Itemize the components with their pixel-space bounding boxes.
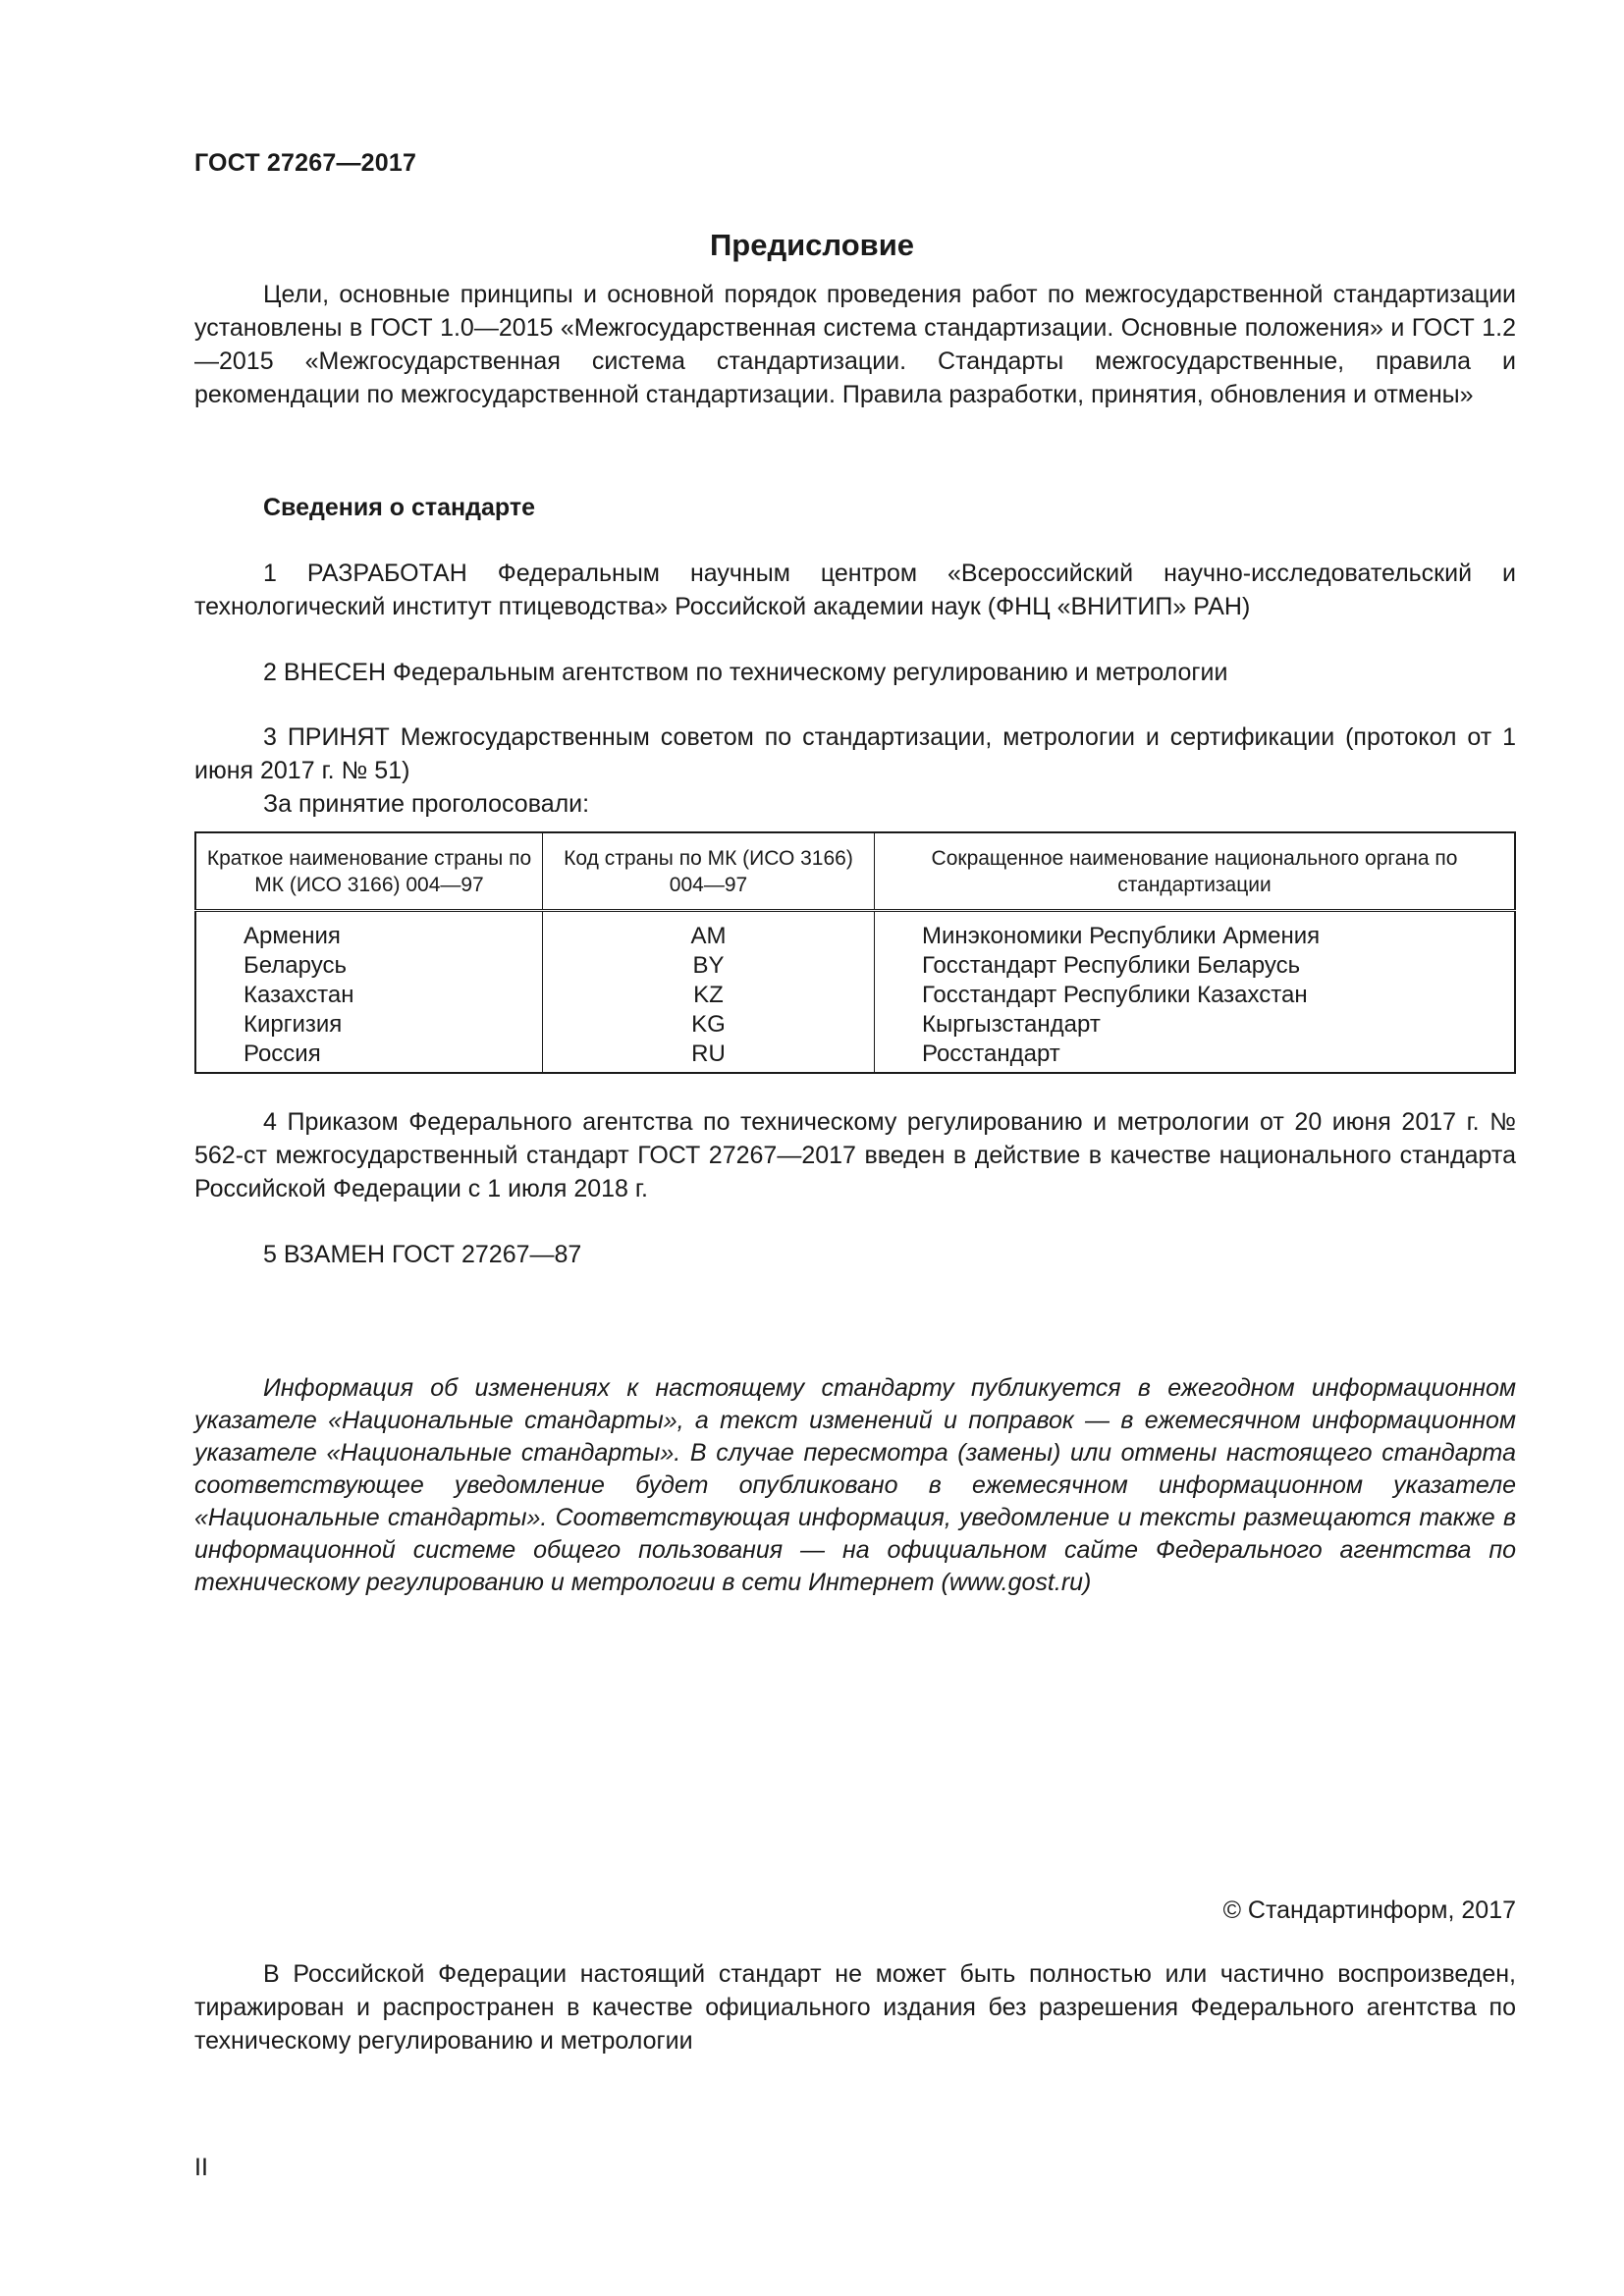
changes-info: Информация об изменениях к настоящему стандарту публикуется в ежегодном информационном указателе «Национальные стандарты», а текст изменений и поправок — в ежемесячном информационном указателе «Национальные стандарты». В случае пересмотра (замены) или отмены настоящего стандарта соответствующее уведомление будет опубликовано в ежемесячном информационном указателе «Национальные стандарты». Соответствующая информация, уведомление и тексты размещаются также в информационной системе общего пользования — на официальном сайте Федерального агентства по техническому регулированию и метрологии в сети Интернет (www.gost.ru) — [194, 1374, 1516, 1596]
country-code: KG — [691, 1011, 726, 1038]
intro-paragraph: Цели, основные принципы и основной порядок проведения работ по межгосударственной стандартизации установлены в ГОСТ 1.0—2015 «Межгосударственная система стандартизации. Основные положения» и ГОСТ 1.2—2015 «Межгосударственная система стандартизации. Стандарты межгосударственные, правила и рекомендации по межгосударственной стандартизации. Правила разработки, принятия, обновления и отмены» — [194, 281, 1516, 408]
column-header-agency: Сокращенное наименование национального органа по стандартизации — [875, 832, 1516, 911]
country-code: AM — [690, 923, 727, 949]
item-adopted: 3 ПРИНЯТ Межгосударственным советом по стандартизации, метрологии и сертификации (протокол от 1 июня 2017 г. № 51) — [194, 723, 1516, 784]
agency-name: Кыргызстандарт — [922, 1011, 1101, 1038]
column-header-code: Код страны по МК (ИСО 3166) 004—97 — [543, 832, 875, 911]
agency-name: Госстандарт Республики Казахстан — [922, 982, 1308, 1008]
column-header-country: Краткое наименование страны по МК (ИСО 3166) 004—97 — [195, 832, 543, 911]
document-header: ГОСТ 27267—2017 — [194, 149, 417, 177]
country-code: RU — [691, 1041, 726, 1067]
table-row — [195, 911, 1515, 1074]
item-developed: 1 РАЗРАБОТАН Федеральным научным центром «Всероссийский научно-исследовательский и технологический институт птицеводства» Российской академии наук (ФНЦ «ВНИТИП» РАН) — [194, 560, 1516, 620]
rights-notice: В Российской Федерации настоящий стандарт не может быть полностью или частично воспроизведен, тиражирован и распространен в качестве официального издания без разрешения Федерального агентства по техническому регулированию и метрологии — [194, 1960, 1516, 2055]
voted-label: За принятие проголосовали: — [263, 790, 590, 818]
item-enacted: 4 Приказом Федерального агентства по техническому регулированию и метрологии от 20 июня 2017 г. № 562-ст межгосударственный стандарт ГОСТ 27267—2017 введен в действие в качестве национального стандарта Российской Федерации с 1 июля 2018 г. — [194, 1108, 1516, 1202]
agency-name: Росстандарт — [922, 1041, 1060, 1067]
country-name: Киргизия — [244, 1011, 343, 1038]
agency-names-cell — [875, 911, 1516, 1074]
country-name: Армения — [244, 923, 341, 949]
item-submitted: 2 ВНЕСЕН Федеральным агентством по техническому регулированию и метрологии — [263, 659, 1228, 686]
table-header-row — [195, 832, 1515, 911]
country-name: Казахстан — [244, 982, 354, 1008]
country-code: BY — [692, 952, 725, 979]
agency-name: Госстандарт Республики Беларусь — [922, 952, 1301, 979]
country-codes-cell — [543, 911, 875, 1074]
voting-table — [194, 831, 1516, 1074]
page-number: II — [194, 2154, 208, 2181]
country-code: KZ — [693, 982, 724, 1008]
country-name: Беларусь — [244, 952, 347, 979]
country-name: Россия — [244, 1041, 321, 1067]
page-title: Предисловие — [709, 228, 914, 262]
copyright: © Стандартинформ, 2017 — [1222, 1896, 1516, 1924]
item-replaces: 5 ВЗАМЕН ГОСТ 27267—87 — [263, 1241, 582, 1268]
section-heading: Сведения о стандарте — [263, 494, 536, 521]
agency-name: Минэкономики Республики Армения — [922, 923, 1321, 949]
country-names-cell — [195, 911, 543, 1074]
